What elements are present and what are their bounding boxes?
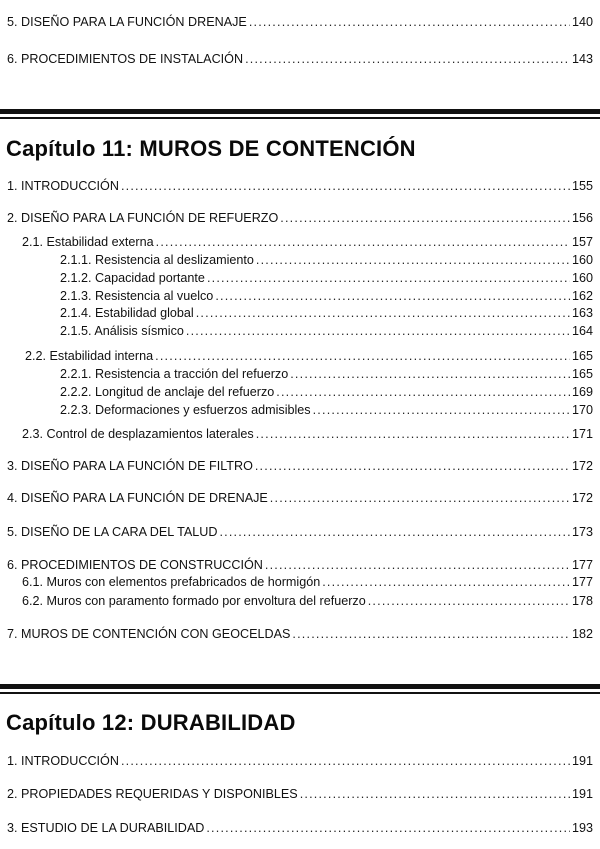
chapter-divider-thin	[0, 117, 600, 119]
toc-page-number: 164	[571, 324, 593, 338]
toc-leader-dots	[322, 574, 570, 590]
toc-entry-label: 5. DISEÑO PARA LA FUNCIÓN DRENAJE	[7, 15, 247, 29]
chapter-divider-thin	[0, 692, 600, 694]
toc-entry	[60, 384, 593, 400]
toc-page-number: 160	[571, 271, 593, 285]
toc-entry	[7, 51, 593, 67]
toc-leader-dots	[186, 323, 570, 339]
toc-entry	[7, 820, 593, 836]
toc-entry-label: 2.1.5. Análisis sísmico	[60, 324, 184, 338]
toc-page-number: 165	[571, 367, 593, 381]
toc-entry	[60, 366, 593, 382]
toc-entry-label: 2.1.2. Capacidad portante	[60, 271, 205, 285]
chapter-divider	[0, 684, 600, 689]
toc-entry-label: 2.2.3. Deformaciones y esfuerzos admisibles	[60, 403, 311, 417]
toc-leader-dots	[121, 178, 570, 194]
toc-entry-label: 6.1. Muros con elementos prefabricados de hormigón	[22, 575, 321, 589]
toc-page-number: 165	[571, 349, 593, 363]
toc-leader-dots	[270, 490, 570, 506]
toc-entry	[22, 593, 593, 609]
toc-entry-label: 6. PROCEDIMIENTOS DE INSTALACIÓN	[7, 52, 244, 66]
toc-leader-dots	[256, 426, 570, 442]
toc-page-number: 171	[571, 427, 593, 441]
toc-leader-dots	[276, 384, 570, 400]
toc-page-number: 156	[571, 211, 593, 225]
toc-entry	[7, 210, 593, 226]
toc-entry	[7, 524, 593, 540]
toc-entry	[7, 753, 593, 769]
toc-entry	[7, 14, 593, 30]
toc-leader-dots	[219, 524, 570, 540]
toc-page-number: 170	[571, 403, 593, 417]
toc-entry-label: 7. MUROS DE CONTENCIÓN CON GEOCELDAS	[7, 627, 291, 641]
toc-page-number: 160	[571, 253, 593, 267]
toc-entry	[7, 786, 593, 802]
toc-entry-label: 6.2. Muros con paramento formado por envoltura del refuerzo	[22, 594, 366, 608]
toc-entry-label: 2.3. Control de desplazamientos laterales	[22, 427, 254, 441]
toc-entry	[60, 305, 593, 321]
toc-entry-label: 2.1.4. Estabilidad global	[60, 306, 194, 320]
toc-leader-dots	[256, 252, 570, 268]
toc-page-number: 172	[571, 491, 593, 505]
toc-page-number: 162	[571, 289, 593, 303]
toc-leader-dots	[215, 288, 570, 304]
toc-leader-dots	[368, 593, 570, 609]
toc-entry	[60, 270, 593, 286]
toc-page-number: 191	[571, 754, 593, 768]
toc-entry	[7, 490, 593, 506]
toc-leader-dots	[249, 14, 570, 30]
toc-leader-dots	[313, 402, 570, 418]
toc-leader-dots	[280, 210, 570, 226]
toc-entry-label: 6. PROCEDIMIENTOS DE CONSTRUCCIÓN	[7, 558, 263, 572]
toc-entry	[7, 178, 593, 194]
toc-entry-label: 2. DISEÑO PARA LA FUNCIÓN DE REFUERZO	[7, 211, 279, 225]
toc-leader-dots	[206, 820, 570, 836]
toc-page-number: 172	[571, 459, 593, 473]
toc-entry-label: 5. DISEÑO DE LA CARA DEL TALUD	[7, 525, 218, 539]
toc-entry	[22, 574, 593, 590]
toc-leader-dots	[300, 786, 570, 802]
toc-entry-label: 2.1. Estabilidad externa	[22, 235, 154, 249]
toc-entry	[22, 426, 593, 442]
toc-entry-label: 2. PROPIEDADES REQUERIDAS Y DISPONIBLES	[7, 787, 298, 801]
toc-leader-dots	[292, 626, 570, 642]
toc-entry-label: 2.2.2. Longitud de anclaje del refuerzo	[60, 385, 275, 399]
toc-entry-label: 1. INTRODUCCIÓN	[7, 179, 119, 193]
toc-page-number: 191	[571, 787, 593, 801]
toc-entry	[60, 252, 593, 268]
toc-page-number: 178	[571, 594, 593, 608]
toc-entry	[7, 458, 593, 474]
toc-entry	[60, 288, 593, 304]
toc-entry-label: 1. INTRODUCCIÓN	[7, 754, 119, 768]
toc-leader-dots	[155, 348, 570, 364]
toc-entry-label: 2.1.1. Resistencia al deslizamiento	[60, 253, 254, 267]
toc-leader-dots	[290, 366, 570, 382]
toc-page-number: 193	[571, 821, 593, 835]
toc-page-number: 182	[571, 627, 593, 641]
toc-entry	[25, 348, 593, 364]
toc-entry-label: 3. DISEÑO PARA LA FUNCIÓN DE FILTRO	[7, 459, 253, 473]
toc-entry	[60, 402, 593, 418]
toc-entry-label: 2.1.3. Resistencia al vuelco	[60, 289, 214, 303]
toc-entry-label: 2.2. Estabilidad interna	[25, 349, 154, 363]
chapter-divider	[0, 109, 600, 114]
toc-entry-label: 4. DISEÑO PARA LA FUNCIÓN DE DRENAJE	[7, 491, 268, 505]
toc-leader-dots	[156, 234, 570, 250]
toc-leader-dots	[196, 305, 570, 321]
toc-entry	[7, 626, 593, 642]
toc-page-number: 177	[571, 575, 593, 589]
toc-page-number: 163	[571, 306, 593, 320]
toc-page-number: 140	[571, 15, 593, 29]
toc-leader-dots	[121, 753, 570, 769]
toc-page-number: 143	[571, 52, 593, 66]
toc-entry-label: 3. ESTUDIO DE LA DURABILIDAD	[7, 821, 205, 835]
toc-leader-dots	[265, 557, 570, 573]
toc-page-number: 157	[571, 235, 593, 249]
toc-leader-dots	[255, 458, 570, 474]
toc-page-number: 177	[571, 558, 593, 572]
toc-entry	[60, 323, 593, 339]
toc-page-number: 173	[571, 525, 593, 539]
toc-entry-label: 2.2.1. Resistencia a tracción del refuerzo	[60, 367, 289, 381]
chapter-11-title: Capítulo 11: MUROS DE CONTENCIÓN	[6, 136, 416, 161]
toc-page-number: 169	[571, 385, 593, 399]
toc-leader-dots	[207, 270, 570, 286]
toc-entry	[7, 557, 593, 573]
toc-page-number: 155	[571, 179, 593, 193]
chapter-12-title: Capítulo 12: DURABILIDAD	[6, 710, 296, 735]
toc-entry	[22, 234, 593, 250]
toc-leader-dots	[245, 51, 570, 67]
